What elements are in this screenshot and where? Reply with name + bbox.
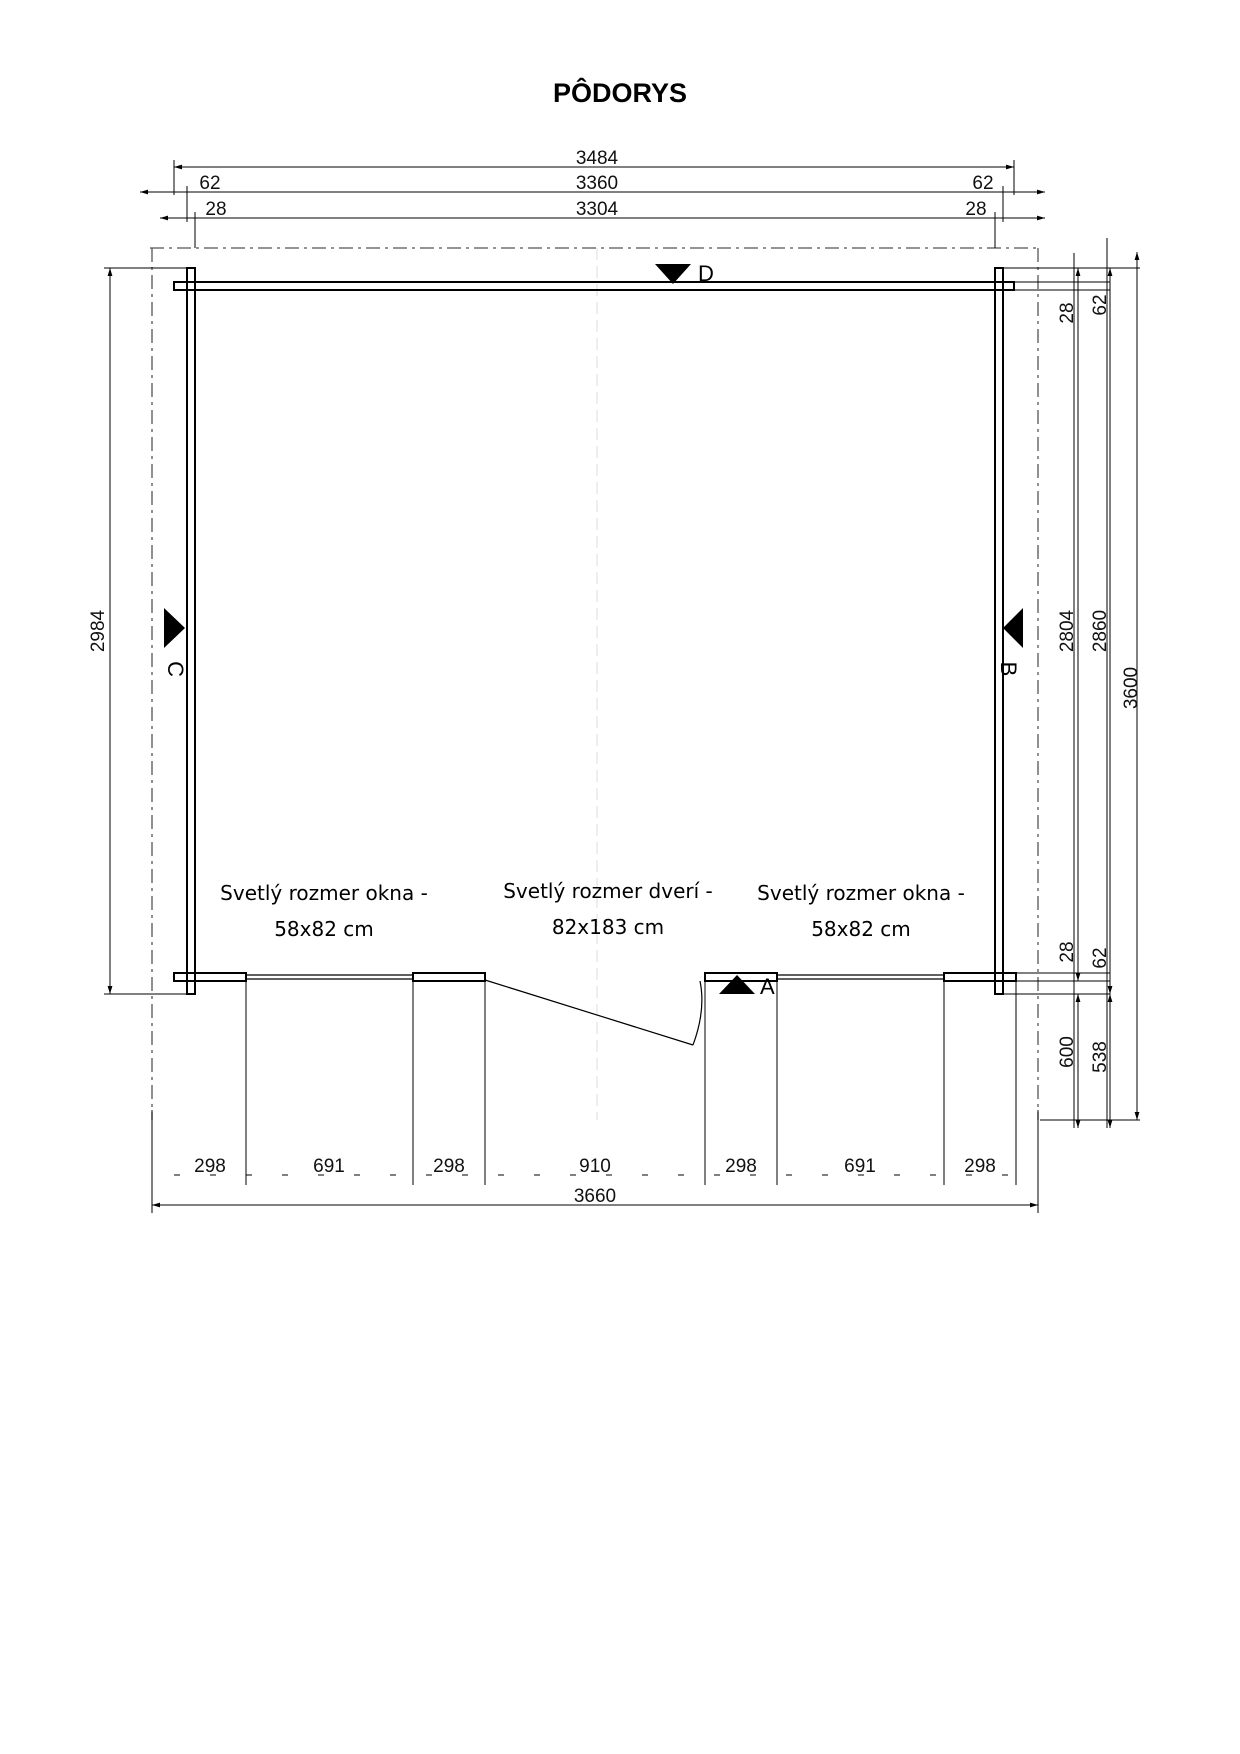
dim-right-538: 538 (1090, 1041, 1111, 1073)
note-window-left-line1: Svetlý rozmer okna - (220, 881, 428, 905)
marker-c-label: C (163, 661, 188, 677)
marker-b-label: B (996, 661, 1021, 677)
front-wall-segment (413, 973, 485, 981)
back-wall (174, 282, 1014, 290)
front-wall-segment (174, 973, 246, 981)
note-window-right-line2: 58x82 cm (811, 917, 911, 941)
bottom-dimensions (152, 981, 1038, 1213)
right-wall (995, 268, 1003, 994)
marker-d-label: D (698, 261, 714, 286)
opening-notes (220, 879, 965, 941)
dim-top-right-62: 62 (972, 173, 994, 194)
section-marker-b (996, 608, 1023, 676)
dim-top-left-28: 28 (205, 199, 227, 220)
dim-bottom-segment: 298 (433, 1156, 465, 1177)
dim-bottom-segment: 298 (194, 1156, 226, 1177)
dim-top-3304: 3304 (575, 199, 619, 220)
left-wall (187, 268, 195, 994)
dim-bottom-segment: 910 (579, 1156, 611, 1177)
dim-top-3360: 3360 (575, 173, 619, 194)
dim-left-2984: 2984 (88, 609, 109, 653)
section-marker-c (163, 608, 188, 677)
note-window-left-line2: 58x82 cm (274, 917, 374, 941)
dim-right-28-bottom: 28 (1057, 941, 1078, 963)
dim-right-2804: 2804 (1057, 609, 1078, 653)
top-dimensions (140, 148, 1045, 248)
page-title: PÔDORYS (552, 78, 688, 108)
dim-top-total: 3484 (575, 148, 619, 169)
dim-right-28-top: 28 (1057, 302, 1078, 324)
dim-right-62-top: 62 (1090, 294, 1111, 316)
dim-bottom-segment: 691 (313, 1156, 345, 1177)
dim-bottom-segment: 298 (964, 1156, 996, 1177)
roof-outline (150, 248, 1040, 1120)
dim-right-600: 600 (1057, 1036, 1078, 1068)
dim-bottom-segment: 298 (725, 1156, 757, 1177)
dim-top-left-62: 62 (199, 173, 221, 194)
door-swing (485, 980, 702, 1045)
note-door-line1: Svetlý rozmer dverí - (503, 879, 713, 903)
dim-bottom-total: 3660 (573, 1186, 617, 1207)
dim-right-2860: 2860 (1090, 609, 1111, 653)
marker-a-label: A (760, 974, 775, 999)
openings (246, 975, 944, 979)
section-marker-a (719, 974, 775, 999)
dim-right-3600: 3600 (1121, 666, 1142, 710)
note-door-line2: 82x183 cm (551, 915, 665, 939)
dim-right-62-bottom: 62 (1090, 947, 1111, 969)
dim-top-right-28: 28 (965, 199, 987, 220)
front-wall-segment (944, 973, 1016, 981)
dim-bottom-segment: 691 (844, 1156, 876, 1177)
right-dimensions (1003, 238, 1142, 1128)
note-window-right-line1: Svetlý rozmer okna - (757, 881, 965, 905)
